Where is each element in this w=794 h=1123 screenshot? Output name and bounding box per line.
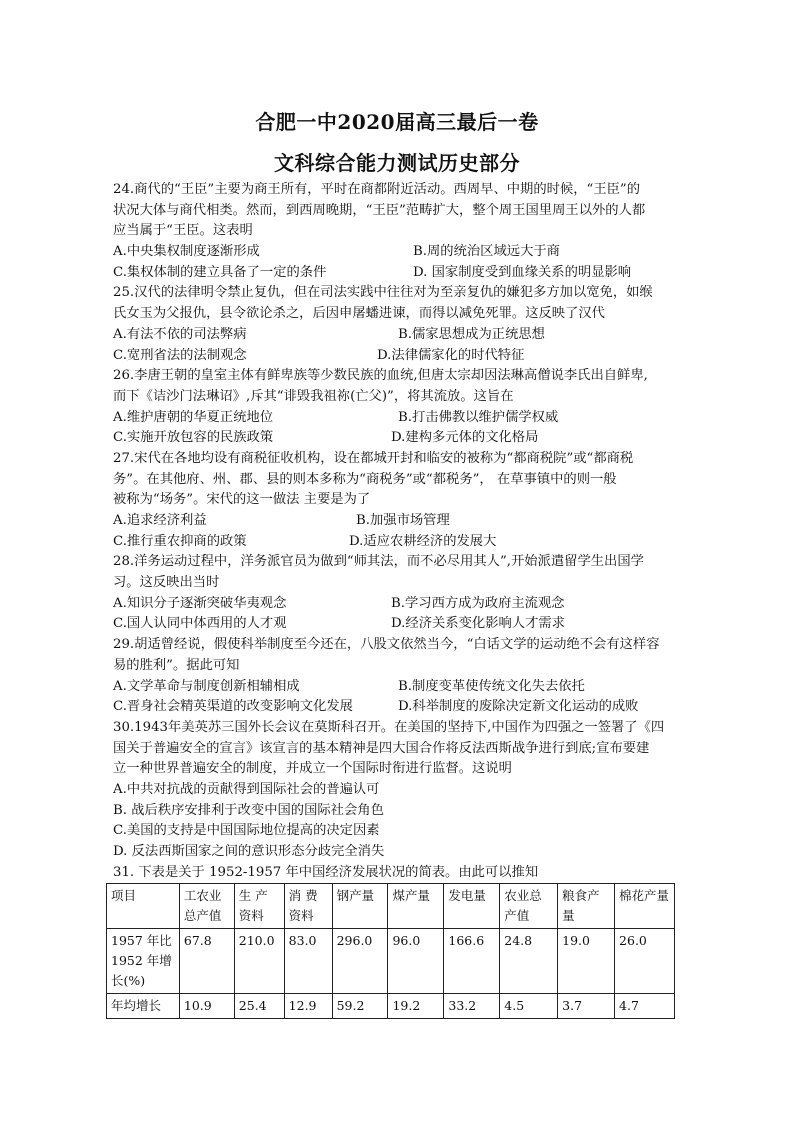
- question-stem-line: 应当属于“王臣。这表明: [113, 223, 253, 239]
- option-c: C.推行重农抑商的政策: [113, 533, 247, 549]
- option-row: [113, 677, 689, 698]
- question-stem-line: 氏女玉为父报仇，县令欲论杀之，后因申屠蟠进谏，而得以减免死罪。这反映了汉代: [113, 306, 605, 322]
- option-a: A.维护唐朝的华夏正统地位: [113, 409, 274, 425]
- option-row: [113, 532, 689, 553]
- table-cell: 19.0: [558, 929, 615, 994]
- option-d: D.经济关系变化影响人才需求: [391, 616, 565, 632]
- table-cell: 4.7: [615, 994, 675, 1019]
- table-header-cell: 生 产资料: [234, 884, 284, 929]
- option-c: C.美国的支持是中国国际地位提高的决定因素: [113, 823, 380, 839]
- option-row: [113, 242, 689, 263]
- question-31: [113, 863, 689, 884]
- table-cell: 59.2: [332, 994, 388, 1019]
- question-stem-line: 国关于普遍安全的宣言》该宣言的基本精神是四大国合作将反法西斯战争进行到底;宣布要建: [113, 740, 650, 756]
- question-stem-line: 24.商代的“王臣”主要为商王所有，平时在商都附近活动。西周早、中期的时候，“王臣”的: [113, 182, 641, 197]
- option-d: D.建构多元体的文化格局: [391, 430, 539, 446]
- question-stem-line: 习。这反映出当时: [113, 575, 220, 591]
- table-header-cell: 棉花产量: [615, 884, 675, 929]
- table-cell: 25.4: [234, 994, 284, 1019]
- table-row: [107, 929, 675, 994]
- table-cell: 1957 年比 1952 年增长(%): [107, 929, 180, 994]
- option-row: [113, 428, 689, 449]
- table-header-cell: 钢产量: [332, 884, 388, 929]
- exam-subtitle: 文科综合能力测试历史部分: [274, 151, 520, 175]
- table-header-cell: 粮食产量: [558, 884, 615, 929]
- question-stem-line: 25.汉代的法律明令禁止复仇，但在司法实践中往往对为至亲复仇的嫌犯多方加以宽免，如缑: [113, 285, 653, 301]
- table-cell: 4.5: [500, 994, 558, 1019]
- question-26: [113, 366, 689, 449]
- question-stem-line: 状况大体与商代相类。然而，到西周晚期，“王臣”范畴扩大，整个周王国里周王以外的人都: [113, 202, 646, 218]
- question-28: [113, 552, 689, 635]
- option-b: B.加强市场管理: [356, 513, 450, 528]
- table-header-cell: 工农业总产值: [179, 884, 234, 929]
- table-row: [107, 994, 675, 1019]
- table-cell: 24.8: [500, 929, 558, 994]
- option-d: D.适应农耕经济的发展大: [349, 533, 497, 549]
- table-header-cell: 项目: [107, 884, 180, 929]
- option-b: B.周的统治区域远大于商: [413, 244, 560, 260]
- table-header-cell: 发电量: [444, 884, 500, 929]
- option-row: [113, 346, 689, 367]
- table-cell: 83.0: [284, 929, 332, 994]
- option-b: B.学习西方成为政府主流观念: [391, 595, 565, 611]
- option-row: [113, 614, 689, 635]
- option-a: A.中共对抗战的贡献得到国际社会的普遍认可: [113, 781, 380, 797]
- table-cell: 67.8: [179, 929, 234, 994]
- table-cell: 166.6: [444, 929, 500, 994]
- question-stem-line: 31. 下表是关于 1952-1957 年中国经济发展状况的简表。由此可以推知: [113, 864, 539, 880]
- table-cell: 10.9: [179, 994, 234, 1019]
- question-stem-line: 而下《诘沙门法琳诏》,斥其“诽毁我祖祢(亡父)”，将其流放。这旨在: [113, 388, 514, 404]
- table-cell: 26.0: [615, 929, 675, 994]
- question-27: [113, 449, 689, 552]
- economy-table: [106, 883, 675, 1019]
- question-stem-line: 被称为“场务”。宋代的这一做法 主要是为了: [113, 492, 371, 508]
- option-d: D. 国家制度受到血缘关系的明显影响: [413, 264, 632, 280]
- question-25: [113, 283, 689, 366]
- question-24: [113, 180, 689, 283]
- option-row: [113, 408, 689, 429]
- option-b: B.打击佛教以维护儒学权威: [398, 409, 559, 425]
- option-b: B. 战后秩序安排利于改变中国的国际社会角色: [113, 802, 384, 818]
- question-29: [113, 635, 689, 718]
- table-cell: 19.2: [388, 994, 444, 1019]
- table-header-cell: 煤产量: [388, 884, 444, 929]
- table-cell: 296.0: [332, 929, 388, 994]
- option-d: D. 反法西斯国家之间的意识形态分歧完全消失: [113, 844, 385, 859]
- option-b: B.制度变革使传统文化失去依托: [398, 678, 585, 694]
- question-body: [113, 180, 689, 883]
- question-stem-line: 立一种世界普遍安全的制度，并成立一个国际时衔进行监督。这说明: [113, 761, 512, 777]
- option-a: A.有法不依的司法弊病: [113, 326, 247, 342]
- option-row: [113, 511, 689, 532]
- table-cell: 210.0: [234, 929, 284, 994]
- question-stem-line: 26.李唐王朝的皇室主体有鲜卑族等少数民族的血统,但唐太宗却因法琳高僧说李氏出自鲜卑,: [113, 368, 648, 384]
- option-c: C.集权体制的建立具备了一定的条件: [113, 264, 327, 280]
- table-cell: 96.0: [388, 929, 444, 994]
- table-cell: 33.2: [444, 994, 500, 1019]
- option-d: D.科举制度的废除决定新文化运动的成败: [398, 699, 639, 715]
- table-header-cell: 消 费资料: [284, 884, 332, 929]
- table-cell: 年均增长: [107, 994, 180, 1019]
- exam-title: 合肥一中2020届高三最后一卷: [255, 110, 539, 134]
- question-stem-line: 27.宋代在各地均设有商税征收机构，设在都城开封和临安的被称为“都商税院”或“都商税: [113, 450, 634, 466]
- option-d: D.法律儒家化的时代特征: [377, 347, 525, 363]
- table-header-row: [107, 884, 675, 929]
- question-stem-line: 28.洋务运动过程中，洋务派官员为做到“师其法，而不必尽用其人”,开始派遣留学生出国学: [113, 554, 644, 570]
- table-cell: 3.7: [558, 994, 615, 1019]
- option-c: C.实施开放包容的民族政策: [113, 430, 274, 446]
- question-stem-line: 易的胜利”。据此可知: [113, 657, 240, 673]
- option-c: C.宽刑省法的法制观念: [113, 347, 247, 363]
- table-header-cell: 农业总产值: [500, 884, 558, 929]
- question-stem-line: 务”。在其他府、州、郡、县的则本多称为“商税务”或“都税务”， 在草事镇中的则一般: [113, 471, 617, 487]
- option-row: [113, 594, 689, 615]
- option-c: C.晋身社会精英渠道的改变影响文化发展: [113, 699, 353, 715]
- question-stem-line: 29.胡适曾经说，假使科举制度至今还在，八股文依然当今，“白话文学的运动绝不会有这样容: [113, 637, 660, 653]
- option-b: B.儒家思想成为正统思想: [398, 326, 545, 342]
- option-row: [113, 697, 689, 718]
- option-row: [113, 263, 689, 284]
- option-a: A.知识分子逐渐突破华夷观念: [113, 595, 287, 611]
- table-cell: 12.9: [284, 994, 332, 1019]
- question-stem-line: 30.1943年美英苏三国外长会议在莫斯科召开。在美国的坚持下,中国作为四强之一签署了《四: [113, 719, 665, 735]
- option-a: A.追求经济利益: [113, 513, 207, 528]
- option-a: A.中央集权制度逐渐形成: [113, 244, 260, 260]
- option-a: A.文学革命与制度创新相辅相成: [113, 678, 300, 694]
- question-30: [113, 718, 689, 863]
- option-row: [113, 325, 689, 346]
- option-c: C.国人认同中体西用的人才观: [113, 616, 287, 632]
